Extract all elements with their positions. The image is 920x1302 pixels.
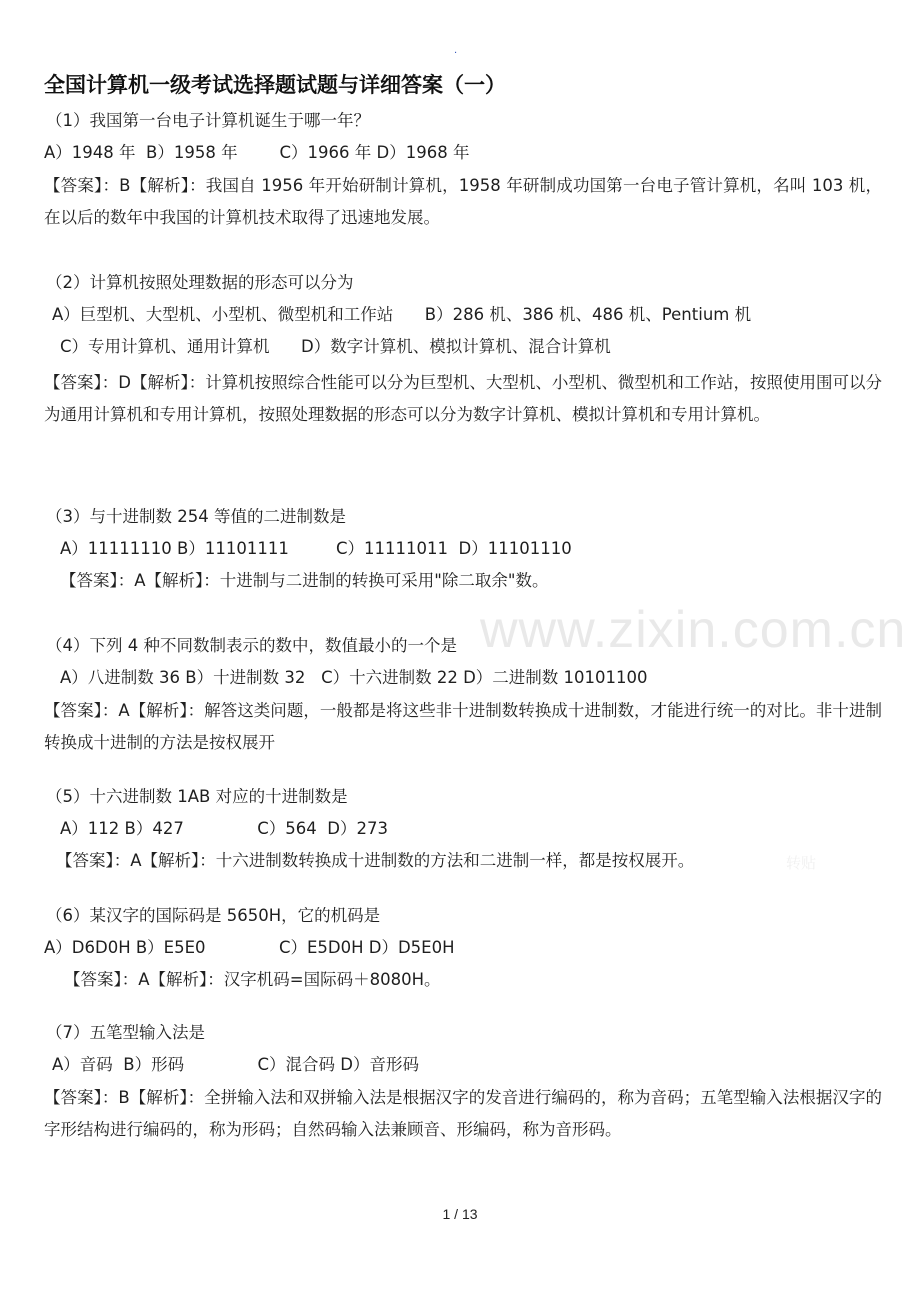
question-2-options-c-d: C）专用计算机、通用计算机 D）数字计算机、模拟计算机、混合计算机 xyxy=(60,337,611,356)
question-5-text: （5）十六进制数 1AB 对应的十进制数是 xyxy=(46,787,348,806)
question-4-options: A）八进制数 36 B）十进制数 32 C）十六进制数 22 D）二进制数 10101100 xyxy=(60,668,648,687)
question-7-options: A）音码 B）形码 C）混合码 D）音形码 xyxy=(52,1055,419,1074)
question-3-answer: 【答案】：A【解析】：十进制与二进制的转换可采用"除二取余"数。 xyxy=(60,571,549,590)
question-2-answer: 【答案】：D【解析】：计算机按照综合性能可以分为巨型机、大型机、小型机、微型机和工作站，按照使用围可以分为通用计算机和专用计算机，按照处理数据的形态可以分为数字计算机、模拟计算机和专用计算机。 xyxy=(44,373,882,424)
question-1-options: A）1948 年 B）1958 年 C）1966 年 D）1968 年 xyxy=(44,143,470,162)
page-number: 1 / 13 xyxy=(442,1206,478,1222)
question-6-options: A）D6D0H B）E5E0 C）E5D0H D）D5E0H xyxy=(44,938,455,957)
question-6-text: （6）某汉字的国际码是 5650H，它的机码是 xyxy=(46,906,381,925)
faint-tag: 转贴 xyxy=(786,854,817,872)
question-3-text: （3）与十进制数 254 等值的二进制数是 xyxy=(46,507,346,526)
question-2-text: （2）计算机按照处理数据的形态可以分为 xyxy=(46,273,354,292)
question-1-text: （1）我国第一台电子计算机诞生于哪一年？ xyxy=(46,111,370,130)
question-5-options: A）112 B）427 C）564 D）273 xyxy=(60,819,388,838)
page-title: 全国计算机一级考试选择题试题与详细答案（一） xyxy=(44,73,506,97)
question-7-text: （7）五笔型输入法是 xyxy=(46,1023,205,1042)
question-2-options-a-b: A）巨型机、大型机、小型机、微型机和工作站 B）286 机、386 机、486 机、Pentium 机 xyxy=(52,305,752,324)
header-mark: · xyxy=(454,48,458,59)
question-3-options: A）11111110 B）11101111 C）11111011 D）11101110 xyxy=(60,539,572,558)
question-4-text: （4）下列 4 种不同数制表示的数中，数值最小的一个是 xyxy=(46,636,457,655)
watermark: www.zixin.com.cn xyxy=(480,601,907,659)
question-6-answer: 【答案】：A【解析】：汉字机码=国际码＋8080H。 xyxy=(64,970,441,989)
question-5-answer: 【答案】：A【解析】：十六进制数转换成十进制数的方法和二进制一样，都是按权展开。 xyxy=(56,851,695,870)
question-7-answer: 【答案】：B【解析】：全拼输入法和双拼输入法是根据汉字的发音进行编码的，称为音码；五笔型输入法根据汉字的字形结构进行编码的，称为形码；自然码输入法兼顾音、形编码，称为音形码。 xyxy=(44,1088,882,1139)
question-1-answer: 【答案】：B【解析】：我国自 1956 年开始研制计算机，1958 年研制成功国第一台电子管计算机，名叫 103 机，在以后的数年中我国的计算机技术取得了迅速地发展。 xyxy=(44,176,882,227)
question-4-answer: 【答案】：A【解析】：解答这类问题，一般都是将这些非十进制数转换成十进制数，才能进行统一的对比。非十进制转换成十进制的方法是按权展开 xyxy=(44,701,882,752)
